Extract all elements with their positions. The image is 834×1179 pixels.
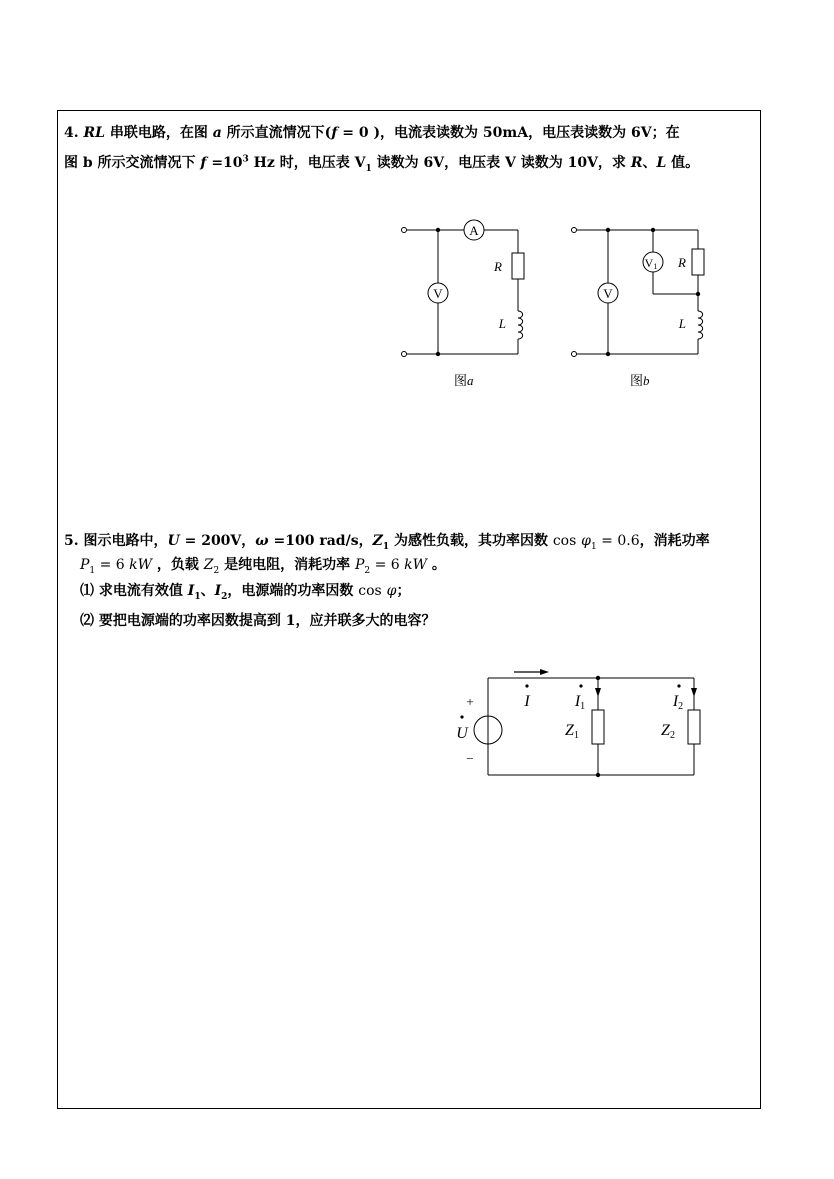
inductor-label: L (498, 316, 506, 331)
inductor-label: L (678, 316, 686, 331)
plus-sign: + (466, 694, 474, 709)
minus-sign: − (466, 751, 474, 766)
voltmeter-label: V (433, 286, 443, 301)
problem5-line2: $P_1 = 6$ kW ，负载 $Z_2$ 是纯电阻，消耗功率 $P_2 = 6$ kW 。 (80, 557, 446, 576)
source-voltage-label: U (456, 725, 468, 742)
problem4-line2: 图 b 所示交流情况下 $f =10^3$ Hz 时，电压表 $V_1$ 读数为 6V，电压表 V 读数为 10V，求 R、L 值。 (64, 154, 700, 174)
circuit-figure-b (568, 215, 708, 395)
resistor-label: R (678, 255, 686, 270)
resistor-label: R (494, 259, 502, 274)
ammeter-label: A (469, 223, 479, 238)
z2-label: Z2 (661, 722, 675, 741)
voltmeter-v1-label: V1 (644, 256, 658, 271)
circuit-figure-a (398, 215, 528, 395)
current-i-label: I (524, 693, 530, 710)
current-i1-label: I1 (574, 693, 586, 712)
problem4-line1: 4. RL 串联电路，在图 a 所示直流情况下(f = 0 )，电流表读数为 50mA，电压表读数为 6V；在 (64, 125, 680, 141)
circuit-figure-5 (448, 668, 718, 788)
problem5-question2: ⑵ 要把电源端的功率因数提高到 1，应并联多大的电容？ (80, 613, 436, 629)
problem5-line1: 5. 图示电路中，U = 200V，ω =100 rad/s，$Z_1$ 为感性负载，其功率因数 $\cos \varphi_1 = 0.6$，消耗功率 (64, 533, 710, 552)
figure-a-caption: 图a (454, 373, 474, 388)
figure-b-caption: 图b (630, 373, 650, 388)
problem5-question1: ⑴ 求电流有效值 $I_1$、$I_2$，电源端的功率因数 cos φ； (80, 583, 411, 602)
z1-label: Z1 (565, 722, 579, 741)
current-i2-label: I2 (672, 693, 684, 712)
voltmeter-label: V (603, 286, 613, 301)
